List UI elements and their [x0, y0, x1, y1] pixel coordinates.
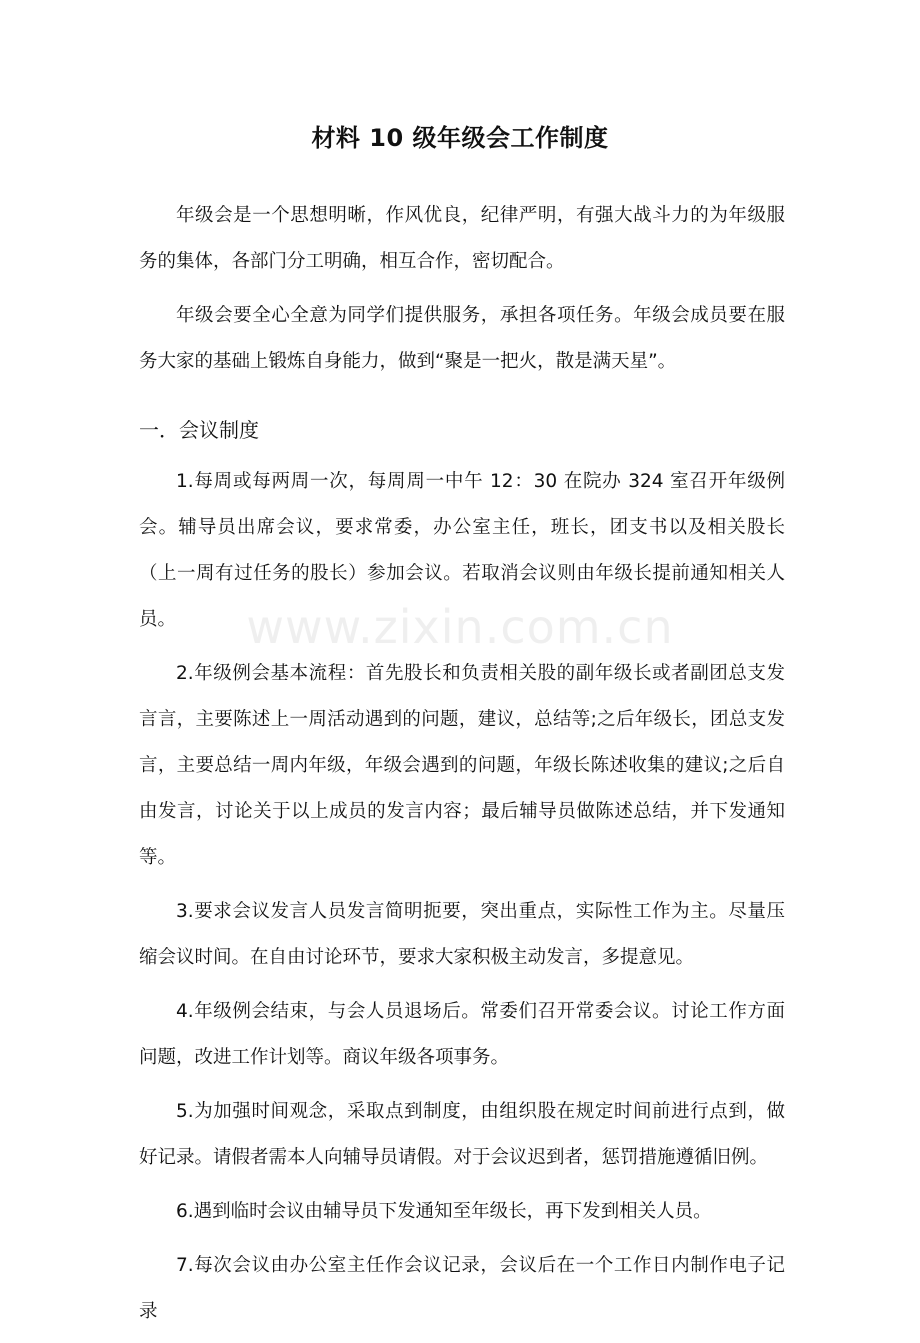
- intro-paragraph-1: 年级会是一个思想明晰，作风优良，纪律严明，有强大战斗力的为年级服务的集体，各部门分工明确，相互合作，密切配合。: [139, 205, 785, 272]
- meeting-rule-7: 7.每次会议由办公室主任作会议记录，会议后在一个工作日内制作电子记录: [139, 1255, 785, 1322]
- meeting-rule-2: 2.年级例会基本流程：首先股长和负责相关股的副年级长或者副团总支发言言，主要陈述上一周活动遇到的问题，建议，总结等;之后年级长，团总支发言，主要总结一周内年级，年级会遇到的问题，年级长陈述收集的建议;之后自由发言，讨论关于以上成员的发言内容；最后辅导员做陈述总结，并下发通知等。: [139, 663, 785, 868]
- meeting-rule-4: 4.年级例会结束，与会人员退场后。常委们召开常委会议。讨论工作方面问题，改进工作计划等。商议年级各项事务。: [139, 1001, 785, 1068]
- document-title: 材料 10 级年级会工作制度: [311, 124, 609, 152]
- intro-paragraph-2: 年级会要全心全意为同学们提供服务，承担各项任务。年级会成员要在服务大家的基础上锻炼自身能力，做到“聚是一把火，散是满天星”。: [139, 305, 785, 372]
- meeting-rule-1: 1.每周或每两周一次，每周周一中午 12：30 在院办 324 室召开年级例会。辅导员出席会议，要求常委，办公室主任，班长，团支书以及相关股长（上一周有过任务的股长）参加会议。若取消会议则由年级长提前通知相关人员。: [139, 471, 785, 630]
- meeting-rule-5: 5.为加强时间观念，采取点到制度，由组织股在规定时间前进行点到，做好记录。请假者需本人向辅导员请假。对于会议迟到者，惩罚措施遵循旧例。: [139, 1101, 785, 1168]
- meeting-rule-3: 3.要求会议发言人员发言简明扼要，突出重点，实际性工作为主。尽量压缩会议时间。在自由讨论环节，要求大家积极主动发言，多提意见。: [139, 901, 785, 968]
- section-heading-meeting-system: 一．会议制度: [139, 418, 259, 442]
- document-body: [139, 193, 785, 1343]
- meeting-rule-6: 6.遇到临时会议由辅导员下发通知至年级长，再下发到相关人员。: [176, 1201, 712, 1222]
- watermark: www.zixin.com.cn: [246, 600, 674, 654]
